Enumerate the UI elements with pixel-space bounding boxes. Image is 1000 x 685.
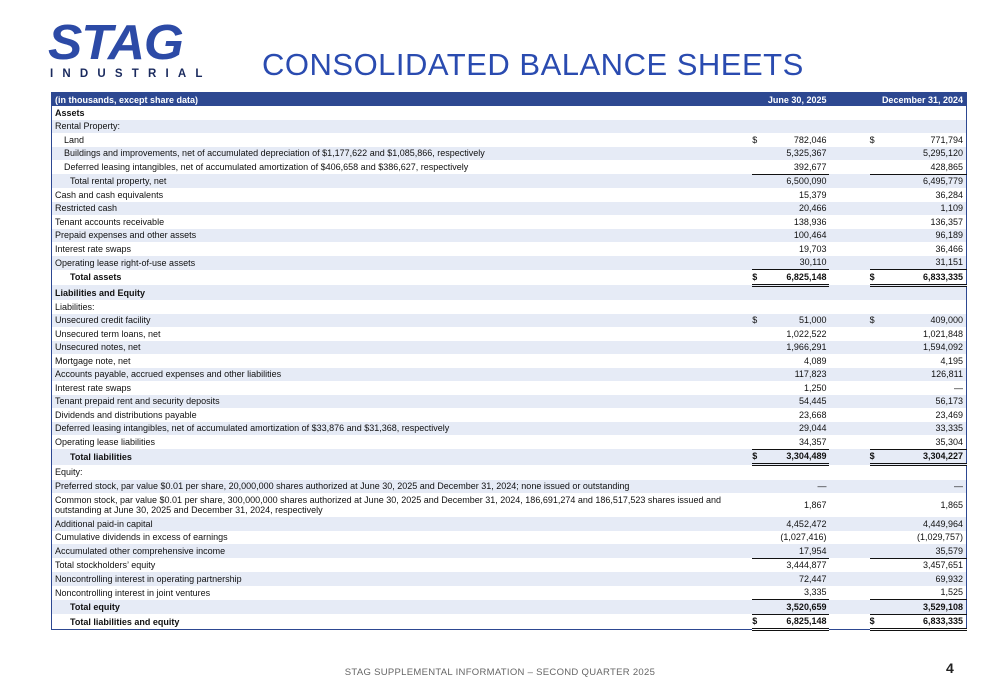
row-label: Noncontrolling interest in operating partnership xyxy=(52,572,753,586)
value-dec-2024: (1,029,757) xyxy=(916,532,963,543)
value-june-2025: 392,677 xyxy=(793,161,827,172)
value-dec-2024: 6,833,335 xyxy=(882,270,967,286)
value-june-2025: 3,335 xyxy=(803,587,827,598)
table-row xyxy=(52,147,967,161)
row-label: Liabilities and Equity xyxy=(52,285,753,300)
row-label: Mortgage note, net xyxy=(55,355,131,366)
value-june-2025: 4,452,472 xyxy=(764,517,829,531)
row-label: Deferred leasing intangibles, net of accumulated amortization of $33,876 and $31,368, respectively xyxy=(52,422,753,436)
row-label: Unsecured notes, net xyxy=(52,341,753,355)
table-row xyxy=(52,395,967,409)
table-row xyxy=(52,354,967,368)
value-june-2025: 100,464 xyxy=(764,229,829,243)
value-june-2025: 29,044 xyxy=(764,422,829,436)
company-logo xyxy=(48,16,212,80)
table-row xyxy=(52,435,967,449)
value-dec-2024: 428,865 xyxy=(930,161,963,172)
currency-symbol: $ xyxy=(752,134,758,145)
currency-symbol: $ xyxy=(752,270,764,286)
row-label: Total liabilities and equity xyxy=(70,616,180,627)
value-june-2025: 15,379 xyxy=(798,189,827,200)
value-june-2025: 3,444,877 xyxy=(764,558,829,572)
row-label: Accumulated other comprehensive income xyxy=(52,544,753,558)
row-label: Prepaid expenses and other assets xyxy=(52,229,753,243)
row-label: Interest rate swaps xyxy=(55,243,132,254)
table-row xyxy=(52,215,967,229)
row-label: Buildings and improvements, net of accumulated depreciation of $1,177,622 and $1,085,866, respectively xyxy=(52,147,753,161)
value-dec-2024: 1,109 xyxy=(882,202,967,216)
value-dec-2024 xyxy=(882,465,967,480)
row-label: Total stockholders’ equity xyxy=(55,560,156,570)
value-june-2025: 4,089 xyxy=(803,355,827,366)
row-label: Additional paid-in capital xyxy=(52,517,753,531)
value-dec-2024: 1,865 xyxy=(940,500,963,510)
row-label: Accounts payable, accrued expenses and other liabilities xyxy=(52,368,753,382)
row-label: Tenant accounts receivable xyxy=(55,216,165,227)
value-dec-2024: 56,173 xyxy=(882,395,967,409)
row-label: Cash and cash equivalents xyxy=(55,189,164,200)
value-dec-2024: 3,457,651 xyxy=(882,558,967,572)
value-dec-2024: 69,932 xyxy=(882,572,967,586)
table-row xyxy=(52,381,967,395)
currency-symbol: $ xyxy=(752,449,764,465)
value-dec-2024: — xyxy=(882,480,967,494)
value-dec-2024: 136,357 xyxy=(930,216,963,227)
row-label: Noncontrolling interest in joint ventures xyxy=(55,587,211,598)
value-june-2025: 30,110 xyxy=(764,256,829,270)
value-dec-2024 xyxy=(882,300,967,314)
header-col-june-2025: June 30, 2025 xyxy=(764,93,829,107)
value-dec-2024 xyxy=(882,120,967,134)
table-row xyxy=(52,614,967,630)
value-june-2025: 20,466 xyxy=(764,202,829,216)
table-row xyxy=(52,544,967,558)
table-row xyxy=(52,285,967,300)
value-dec-2024: — xyxy=(954,382,963,393)
value-june-2025: 51,000 xyxy=(764,314,829,328)
value-dec-2024: 96,189 xyxy=(882,229,967,243)
value-june-2025: 23,668 xyxy=(798,409,827,420)
value-june-2025: 17,954 xyxy=(764,544,829,558)
page-number: 4 xyxy=(946,660,954,676)
page-footer: STAG SUPPLEMENTAL INFORMATION – SECOND QUARTER 2025 xyxy=(344,667,656,678)
value-june-2025: 19,703 xyxy=(798,243,827,254)
table-row xyxy=(52,422,967,436)
value-june-2025: 6,825,148 xyxy=(764,270,829,286)
table-row xyxy=(52,120,967,134)
value-june-2025 xyxy=(764,300,829,314)
value-june-2025: 5,325,367 xyxy=(764,147,829,161)
value-dec-2024: 5,295,120 xyxy=(882,147,967,161)
value-june-2025: (1,027,416) xyxy=(780,532,827,543)
table-row xyxy=(52,586,967,600)
page-title: CONSOLIDATED BALANCE SHEETS xyxy=(262,47,804,82)
value-june-2025: 1,250 xyxy=(803,382,827,393)
row-label: Unsecured term loans, net xyxy=(55,328,161,339)
value-june-2025: 6,825,148 xyxy=(764,614,829,630)
table-row xyxy=(52,480,967,494)
value-dec-2024: 1,021,848 xyxy=(922,328,963,339)
value-dec-2024: 36,466 xyxy=(935,243,963,254)
table-row xyxy=(52,300,967,314)
value-dec-2024: 31,151 xyxy=(882,256,967,270)
value-dec-2024: 23,469 xyxy=(935,409,963,420)
value-june-2025: 54,445 xyxy=(764,395,829,409)
value-june-2025: 3,520,659 xyxy=(764,600,829,615)
value-june-2025: 3,304,489 xyxy=(764,449,829,465)
table-row xyxy=(52,133,967,147)
value-dec-2024: 4,195 xyxy=(940,355,963,366)
value-june-2025: 6,500,090 xyxy=(764,174,829,188)
table-row xyxy=(52,449,967,465)
value-june-2025 xyxy=(764,465,829,480)
table-row xyxy=(52,202,967,216)
header-col-dec-2024: December 31, 2024 xyxy=(882,93,967,107)
currency-symbol: $ xyxy=(870,314,882,328)
value-june-2025: 138,936 xyxy=(793,216,827,227)
value-june-2025: 1,022,522 xyxy=(786,328,827,339)
table-row xyxy=(52,229,967,243)
currency-symbol: $ xyxy=(752,314,764,328)
table-row xyxy=(52,408,967,422)
row-label: Land xyxy=(64,134,85,145)
value-june-2025: — xyxy=(764,480,829,494)
currency-symbol: $ xyxy=(869,134,875,145)
value-june-2025 xyxy=(764,106,829,120)
row-label: Operating lease right-of-use assets xyxy=(52,256,753,270)
row-label: Tenant prepaid rent and security deposits xyxy=(52,395,753,409)
value-june-2025 xyxy=(764,120,829,134)
currency-symbol: $ xyxy=(870,614,882,630)
value-dec-2024: 126,811 xyxy=(882,368,967,382)
row-label: Preferred stock, par value $0.01 per share, 20,000,000 shares authorized at June 30, 2025 and December 31, 2024; none issued or outstanding xyxy=(52,480,753,494)
value-dec-2024: 4,449,964 xyxy=(882,517,967,531)
logo-subtitle: INDUSTRIAL xyxy=(50,68,212,80)
table-row xyxy=(52,256,967,270)
table-row xyxy=(52,600,967,615)
value-dec-2024: 36,284 xyxy=(935,189,963,200)
row-label: Deferred leasing intangibles, net of accumulated amortization of $406,658 and $386,627, respectively xyxy=(64,162,469,172)
balance-sheet-table xyxy=(51,92,967,631)
value-dec-2024: 33,335 xyxy=(882,422,967,436)
row-label: Total liabilities xyxy=(52,449,753,465)
row-label: Cumulative dividends in excess of earnings xyxy=(55,532,228,543)
value-dec-2024: 409,000 xyxy=(882,314,967,328)
row-label: Operating lease liabilities xyxy=(55,437,156,447)
header-label: (in thousands, except share data) xyxy=(52,93,753,107)
row-label: Unsecured credit facility xyxy=(52,314,753,328)
table-row xyxy=(52,174,967,188)
value-dec-2024: 6,495,779 xyxy=(882,174,967,188)
row-label: Total assets xyxy=(70,272,122,283)
row-label: Interest rate swaps xyxy=(55,382,132,393)
value-dec-2024: 3,529,108 xyxy=(882,600,967,615)
value-june-2025: 34,357 xyxy=(798,436,827,447)
table-row xyxy=(52,242,967,256)
value-june-2025: 1,867 xyxy=(803,500,827,510)
table-row xyxy=(52,558,967,572)
value-june-2025 xyxy=(764,285,829,300)
table-row xyxy=(52,188,967,202)
table-row xyxy=(52,341,967,355)
row-label: Common stock, par value $0.01 per share, 300,000,000 shares authorized at June 30, 2025 and December 31, 2024, 186,691,274 and 186,517,523 shares issued and outstanding at June 30, 2025 and December 31, 2024, respectively xyxy=(55,494,721,515)
row-label: Total rental property, net xyxy=(52,174,753,188)
value-dec-2024 xyxy=(882,106,967,120)
value-dec-2024: 3,304,227 xyxy=(882,449,967,465)
row-label: Rental Property: xyxy=(52,120,753,134)
table-row xyxy=(52,106,967,120)
value-june-2025: 72,447 xyxy=(764,572,829,586)
row-label: Assets xyxy=(55,107,85,118)
value-dec-2024: 6,833,335 xyxy=(882,614,967,630)
table-row xyxy=(52,160,967,174)
value-dec-2024: 1,594,092 xyxy=(882,341,967,355)
table-row xyxy=(52,572,967,586)
value-dec-2024: 1,525 xyxy=(940,587,963,598)
table-row xyxy=(52,465,967,480)
currency-symbol: $ xyxy=(752,614,764,630)
row-label: Restricted cash xyxy=(52,202,753,216)
currency-symbol: $ xyxy=(870,270,882,286)
table-row xyxy=(52,314,967,328)
value-dec-2024: 35,304 xyxy=(935,436,963,447)
table-row xyxy=(52,368,967,382)
table-header-row xyxy=(52,93,967,107)
value-june-2025: 117,823 xyxy=(764,368,829,382)
table-row xyxy=(52,493,967,517)
currency-symbol: $ xyxy=(870,449,882,465)
row-label: Total equity xyxy=(52,600,753,615)
row-label: Dividends and distributions payable xyxy=(55,409,197,420)
value-dec-2024: 35,579 xyxy=(882,544,967,558)
value-dec-2024 xyxy=(882,285,967,300)
value-june-2025: 1,966,291 xyxy=(764,341,829,355)
logo-wordmark: STAG xyxy=(48,16,183,70)
table-row xyxy=(52,270,967,286)
row-label: Liabilities: xyxy=(55,301,95,312)
table-row xyxy=(52,517,967,531)
value-june-2025: 782,046 xyxy=(793,134,827,145)
row-label: Equity: xyxy=(55,467,83,477)
table-row xyxy=(52,327,967,341)
value-dec-2024: 771,794 xyxy=(930,134,963,145)
table-row xyxy=(52,531,967,545)
